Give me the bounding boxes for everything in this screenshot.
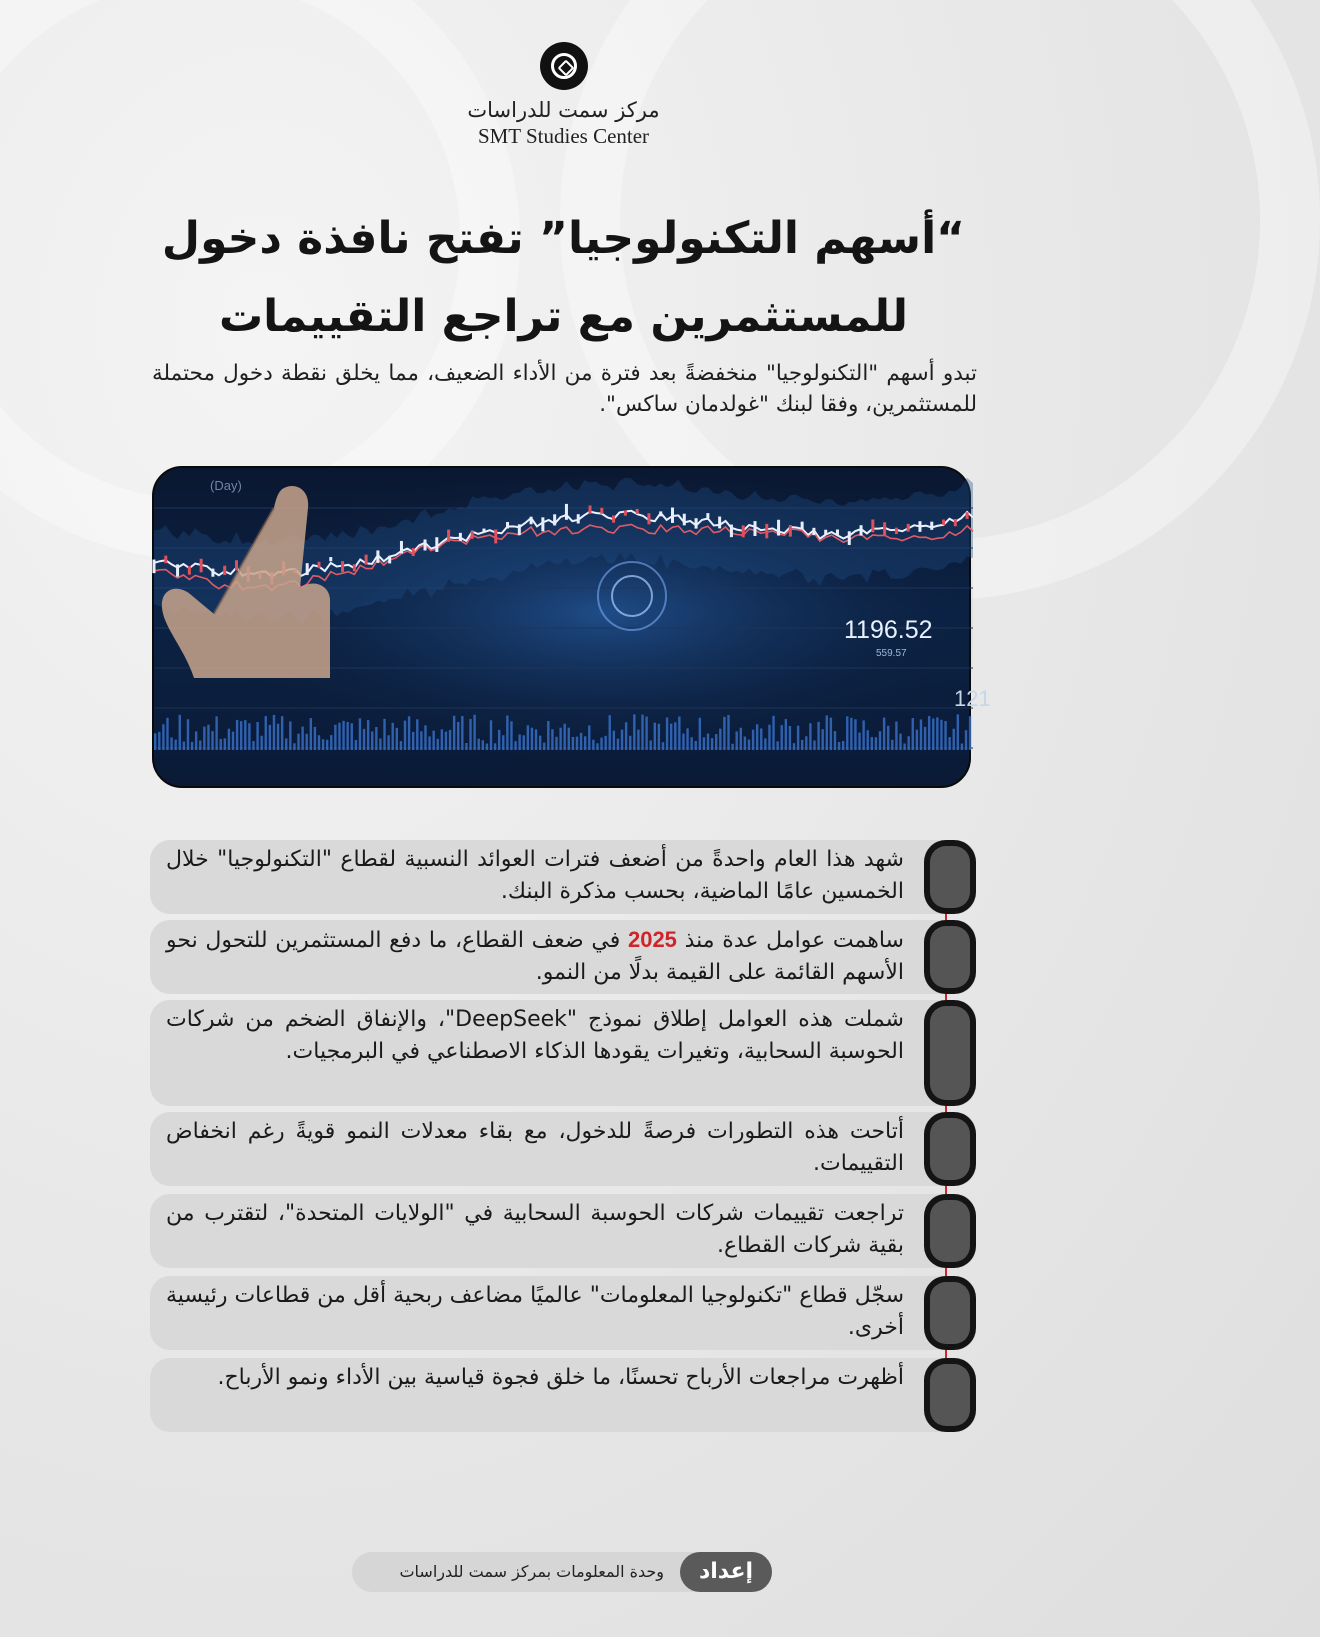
logo-name-arabic: مركز سمت للدراسات	[467, 98, 660, 122]
bullet-item	[150, 1000, 976, 1106]
bullet-marker-icon	[924, 1276, 976, 1350]
footer-credit-text: وحدة المعلومات بمركز سمت للدراسات	[399, 1562, 664, 1581]
prepared-by-badge: إعداد	[680, 1552, 772, 1592]
intro-paragraph: تبدو أسهم "التكنولوجيا" منخفضةً بعد فترة من الأداء الضعيف، مما يخلق نقطة دخول محتملة للمستثمرين، وفقا لبنك "غولدمان ساكس".	[152, 361, 977, 417]
year-highlight: 2025	[627, 927, 677, 952]
chart-sub-value: 559.57	[876, 648, 907, 659]
chart-timeframe-label: (Day)	[210, 478, 242, 493]
bullet-marker-icon	[924, 1112, 976, 1186]
bullet-text: تراجعت تقييمات شركات الحوسبة السحابية في "الولايات المتحدة"، لتقترب من بقية شركات القطاع.	[166, 1201, 904, 1258]
footer-credit	[352, 1552, 772, 1592]
page-title: “أسهم التكنولوجيا” تفتح نافذة دخول للمستثمرين مع تراجع التقييمات	[161, 213, 966, 342]
bullet-item	[150, 840, 976, 914]
bullet-item	[150, 1276, 976, 1350]
hand-illustration	[154, 468, 334, 678]
bullet-marker-icon	[924, 1358, 976, 1432]
hero-image	[152, 466, 991, 788]
bullet-marker-icon	[924, 1194, 976, 1268]
bullet-item	[150, 1112, 976, 1186]
bullet-marker-icon	[924, 920, 976, 994]
logo-icon	[540, 42, 588, 90]
bullet-text-before: ساهمت عوامل عدة منذ	[676, 928, 904, 953]
bullet-text-after: في ضعف القطاع، ما دفع المستثمرين للتحول نحو الأسهم القائمة على القيمة بدلًا من النمو.	[166, 928, 904, 985]
bullet-text: شملت هذه العوامل إطلاق نموذج "DeepSeek"، والإنفاق الضخم من شركات الحوسبة السحابية، وتغيرات يقودها الذكاء الاصطناعي في البرمجيات.	[166, 1007, 904, 1064]
bullet-text: سجّل قطاع "تكنولوجيا المعلومات" عالميًا مضاعف ربحية أقل من قطاعات رئيسية أخرى.	[166, 1283, 904, 1340]
bullet-text: شهد هذا العام واحدةً من أضعف فترات العوائد النسبية لقطاع "التكنولوجيا" خلال الخمسين عامًا الماضية، بحسب مذكرة البنك.	[166, 847, 904, 904]
bullet-text	[166, 924, 904, 989]
bullet-item	[150, 920, 976, 994]
bullet-text: أظهرت مراجعات الأرباح تحسنًا، ما خلق فجوة قياسية بين الأداء ونمو الأرباح.	[217, 1365, 904, 1390]
bullet-text: أتاحت هذه التطورات فرصةً للدخول، مع بقاء معدلات النمو قويةً رغم انخفاض التقييمات.	[166, 1119, 904, 1176]
bullet-marker-icon	[924, 840, 976, 914]
logo	[0, 42, 1127, 149]
bullet-item	[150, 1194, 976, 1268]
chart-price-label: 1196.52	[844, 616, 933, 644]
logo-name-english: SMT Studies Center	[477, 124, 650, 148]
bullet-marker-icon	[924, 1000, 976, 1106]
bullet-item	[150, 1358, 976, 1432]
chart-side-value: 121	[954, 686, 991, 711]
